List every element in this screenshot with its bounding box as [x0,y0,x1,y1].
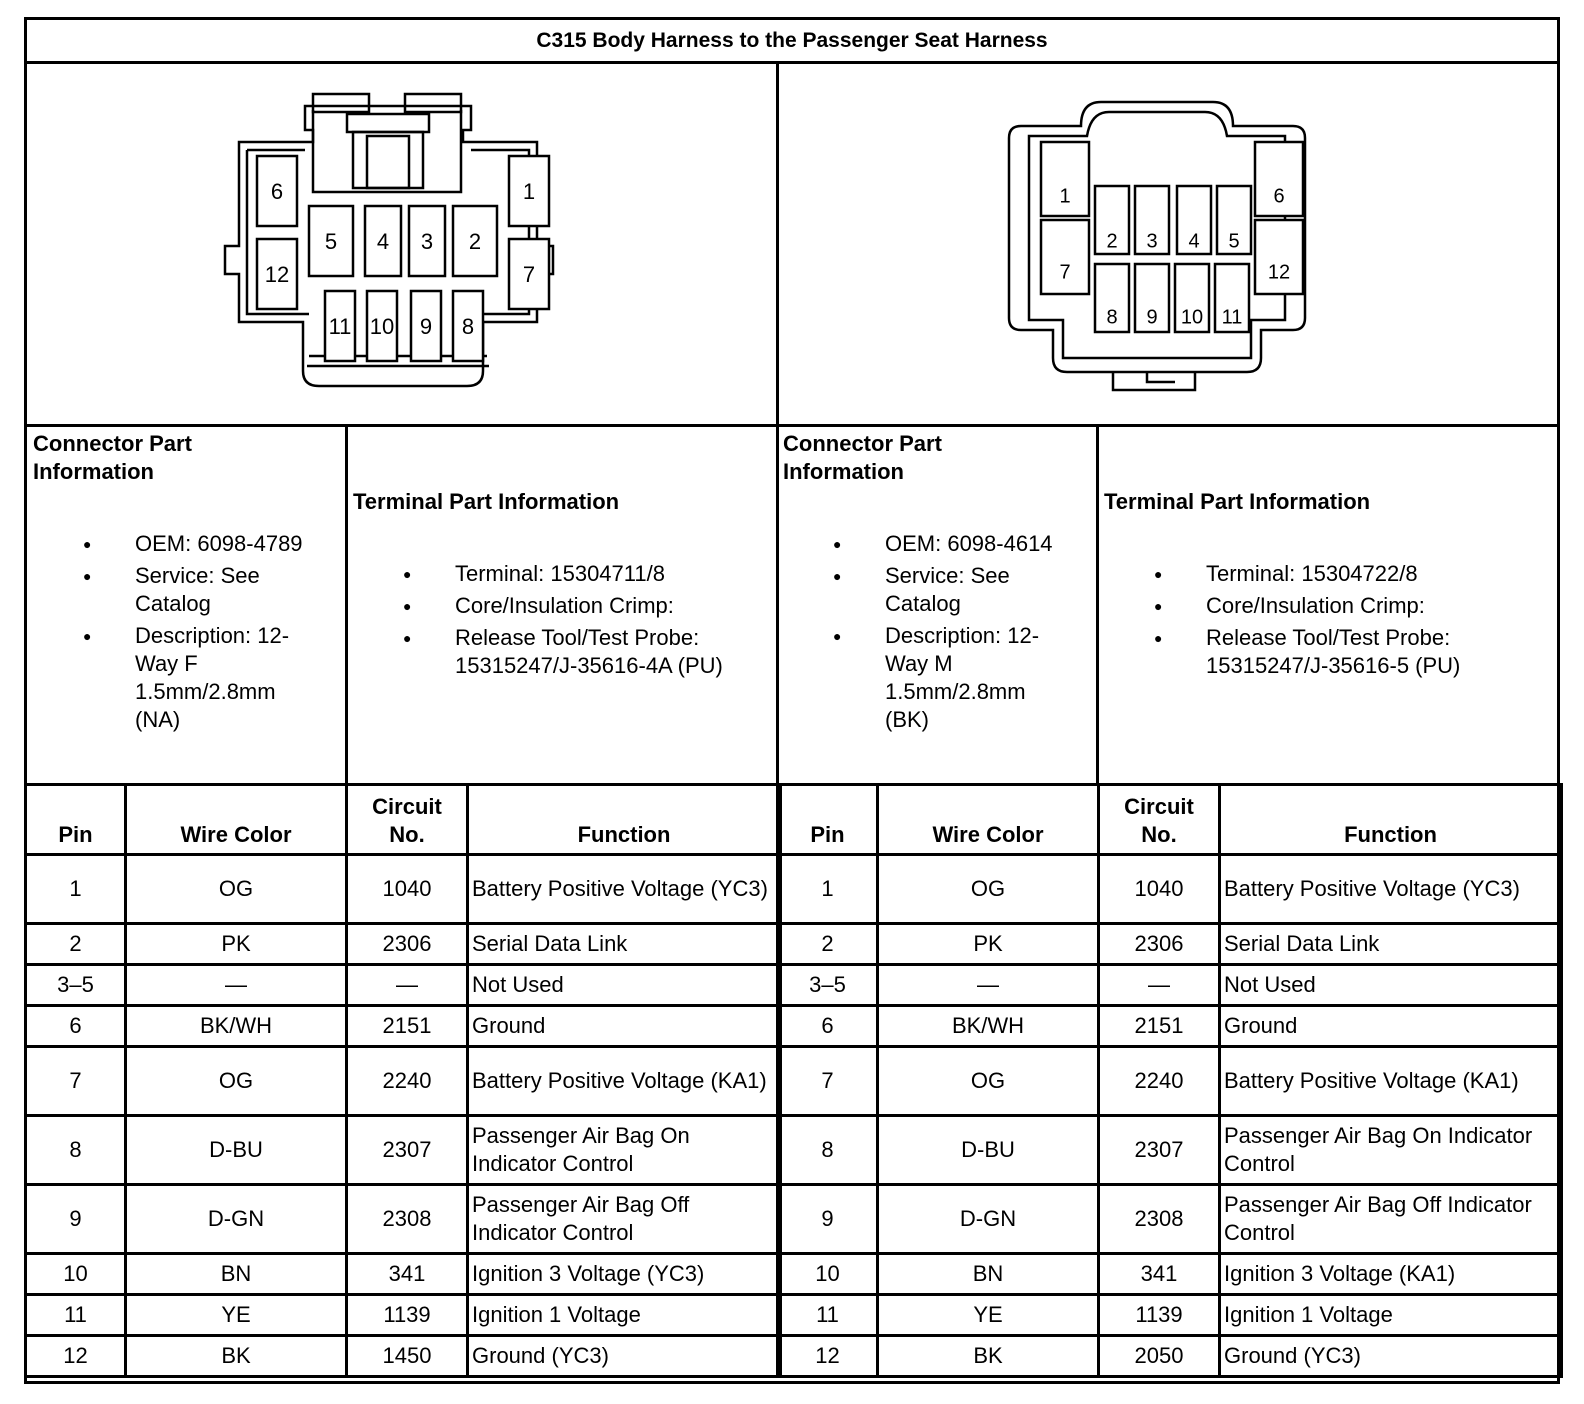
table-row [26,1254,781,1295]
table-row [26,965,781,1006]
circuit-cell: 1450 [347,1336,468,1377]
wire-color-cell: — [126,965,347,1006]
function-header: Function [468,785,781,855]
circuit-cell: — [1099,965,1220,1006]
right-pin-label: 2 [1106,230,1118,253]
table-row [778,924,1562,965]
wire-color-cell: PK [878,924,1099,965]
left-pin-label: 12 [264,261,290,287]
circuit-cell: 1139 [1099,1295,1220,1336]
table-row [26,1047,781,1116]
function-cell: Battery Positive Voltage (KA1) [468,1047,781,1116]
wire-color-cell: D-BU [878,1116,1099,1185]
table-row [778,1336,1562,1377]
left-terminal-heading: Terminal Part Information [353,489,620,514]
wire-color-cell: BK/WH [878,1006,1099,1047]
table-row [26,1185,781,1254]
wire-color-cell: — [878,965,1099,1006]
right-pin-label: 3 [1146,230,1158,253]
function-cell: Battery Positive Voltage (YC3) [468,855,781,924]
right-pin-label: 10 [1180,306,1204,329]
right-pin-label: 4 [1188,230,1200,253]
left-connector-diagram [217,86,567,406]
wire-color-cell: PK [126,924,347,965]
circuit-cell: — [347,965,468,1006]
wire-color-header: Wire Color [126,785,347,855]
left-connector-item: ● OEM: 6098-4789 [83,530,339,558]
wire-color-cell: D-GN [126,1185,347,1254]
circuit-cell: 2240 [347,1047,468,1116]
left-pin-table [24,783,782,1378]
left-connector-list [83,530,339,734]
wire-color-cell: BK [878,1336,1099,1377]
left-connector-item: ● Service: See Catalog [83,562,285,618]
pin-cell: 2 [26,924,126,965]
diagram-divider [27,424,1557,427]
table-row [778,1006,1562,1047]
pin-header: Pin [26,785,126,855]
left-pin-label: 10 [369,313,395,339]
pin-cell: 9 [26,1185,126,1254]
circuit-cell: 2151 [347,1006,468,1047]
pin-header: Pin [778,785,878,855]
pin-cell: 8 [778,1116,878,1185]
right-connector-info [783,430,1089,734]
circuit-cell: 341 [347,1254,468,1295]
circuit-header: Circuit No. [1099,785,1220,855]
function-cell: Passenger Air Bag Off Indicator Control [468,1185,781,1254]
left-pin-label: 2 [468,228,482,254]
pin-cell: 10 [778,1254,878,1295]
right-terminal-item: ● Release Tool/Test Probe: 15315247/J-35616-5 (PU) [1154,624,1516,680]
function-cell: Ignition 3 Voltage (KA1) [1220,1254,1562,1295]
circuit-cell: 2240 [1099,1047,1220,1116]
right-connector-item: ● OEM: 6098-4614 [833,530,1089,558]
pin-cell: 6 [26,1006,126,1047]
right-terminal-info [1104,488,1554,680]
table-row [26,1006,781,1047]
pin-cell: 11 [26,1295,126,1336]
function-cell: Serial Data Link [468,924,781,965]
wire-color-cell: OG [126,1047,347,1116]
circuit-cell: 1040 [1099,855,1220,924]
function-cell: Not Used [1220,965,1562,1006]
left-table-body [26,855,781,1377]
right-pin-label: 5 [1228,230,1240,253]
right-pin-label: 11 [1221,306,1243,329]
function-cell: Passenger Air Bag Off Indicator Control [1220,1185,1562,1254]
left-pin-label: 4 [376,228,390,254]
table-row [778,1116,1562,1185]
wire-color-header: Wire Color [878,785,1099,855]
function-cell: Passenger Air Bag On Indicator Control [468,1116,781,1185]
wire-color-cell: OG [878,1047,1099,1116]
table-row [26,855,781,924]
pin-cell: 3–5 [778,965,878,1006]
right-pin-label: 9 [1146,306,1158,329]
function-cell: Ignition 1 Voltage [468,1295,781,1336]
pin-cell: 1 [26,855,126,924]
right-terminal-item: ● Terminal: 15304722/8 [1154,560,1554,588]
left-pin-label: 1 [522,178,536,204]
right-pin-label: 6 [1273,185,1285,208]
function-cell: Serial Data Link [1220,924,1562,965]
right-terminal-heading: Terminal Part Information [1104,489,1371,514]
right-connector-item: ● Service: See Catalog [833,562,1035,618]
wire-color-cell: BN [126,1254,347,1295]
wire-color-cell: YE [126,1295,347,1336]
circuit-cell: 2308 [347,1185,468,1254]
wire-color-cell: BK/WH [126,1006,347,1047]
function-cell: Battery Positive Voltage (YC3) [1220,855,1562,924]
right-connector-diagram [997,96,1317,406]
pin-cell: 12 [26,1336,126,1377]
pin-cell: 3–5 [26,965,126,1006]
left-terminal-item: ● Release Tool/Test Probe: 15315247/J-35616-4A (PU) [403,624,765,680]
pin-cell: 8 [26,1116,126,1185]
right-terminal-item: ● Core/Insulation Crimp: [1154,592,1554,620]
function-cell: Ground [1220,1006,1562,1047]
table-row [778,965,1562,1006]
left-connector-info [33,430,339,734]
pin-cell: 1 [778,855,878,924]
function-cell: Ground (YC3) [1220,1336,1562,1377]
function-cell: Passenger Air Bag On Indicator Control [1220,1116,1562,1185]
left-pin-label: 6 [270,178,284,204]
pin-cell: 7 [778,1047,878,1116]
table-row [778,855,1562,924]
wire-color-cell: D-GN [878,1185,1099,1254]
circuit-cell: 2307 [347,1116,468,1185]
function-cell: Ground (YC3) [468,1336,781,1377]
wire-color-cell: YE [878,1295,1099,1336]
right-pin-label: 8 [1106,306,1118,329]
circuit-cell: 2151 [1099,1006,1220,1047]
table-row [26,924,781,965]
pin-cell: 9 [778,1185,878,1254]
left-pin-label: 5 [324,228,338,254]
pin-cell: 7 [26,1047,126,1116]
function-header: Function [1220,785,1562,855]
left-connector-item: ● Description: 12-Way F 1.5mm/2.8mm (NA) [83,622,320,734]
right-terminal-list [1154,560,1554,680]
page-title: C315 Body Harness to the Passenger Seat Harness [27,20,1557,64]
circuit-cell: 2050 [1099,1336,1220,1377]
connector-sheet [24,17,1560,1384]
right-info-divider [1096,424,1099,786]
right-pin-label: 12 [1267,261,1291,284]
left-info-divider [345,424,348,786]
circuit-cell: 2308 [1099,1185,1220,1254]
left-terminal-item: ● Core/Insulation Crimp: [403,592,773,620]
circuit-cell: 2307 [1099,1116,1220,1185]
table-row [778,1047,1562,1116]
circuit-cell: 2306 [347,924,468,965]
pin-cell: 2 [778,924,878,965]
pin-cell: 11 [778,1295,878,1336]
left-pin-label: 8 [461,313,475,339]
pin-cell: 10 [26,1254,126,1295]
wire-color-cell: D-BU [126,1116,347,1185]
right-connector-item: ● Description: 12-Way M 1.5mm/2.8mm (BK) [833,622,1070,734]
right-connector-heading: Connector Part Information [783,431,942,484]
table-row [778,1295,1562,1336]
left-connector-heading: Connector Part Information [33,431,192,484]
table-row [26,1116,781,1185]
circuit-cell: 1040 [347,855,468,924]
circuit-cell: 2306 [1099,924,1220,965]
pin-cell: 12 [778,1336,878,1377]
function-cell: Not Used [468,965,781,1006]
table-row [778,1185,1562,1254]
wire-color-cell: OG [878,855,1099,924]
function-cell: Ignition 3 Voltage (YC3) [468,1254,781,1295]
circuit-header: Circuit No. [347,785,468,855]
left-terminal-info [353,488,773,680]
right-connector-list [833,530,1089,734]
right-pin-table [776,783,1563,1378]
left-pin-label: 7 [522,261,536,287]
function-cell: Battery Positive Voltage (KA1) [1220,1047,1562,1116]
circuit-cell: 341 [1099,1254,1220,1295]
function-cell: Ground [468,1006,781,1047]
table-row [26,1336,781,1377]
left-terminal-list [403,560,773,680]
right-pin-label: 7 [1059,261,1071,284]
table-row [26,1295,781,1336]
left-terminal-item: ● Terminal: 15304711/8 [403,560,773,588]
circuit-cell: 1139 [347,1295,468,1336]
left-pin-label: 9 [419,313,433,339]
table-row [778,1254,1562,1295]
pin-cell: 6 [778,1006,878,1047]
wire-color-cell: BN [878,1254,1099,1295]
right-table-body [778,855,1562,1377]
function-cell: Ignition 1 Voltage [1220,1295,1562,1336]
wire-color-cell: BK [126,1336,347,1377]
right-pin-label: 1 [1059,185,1071,208]
wire-color-cell: OG [126,855,347,924]
left-pin-label: 3 [420,228,434,254]
left-pin-label: 11 [328,313,352,339]
